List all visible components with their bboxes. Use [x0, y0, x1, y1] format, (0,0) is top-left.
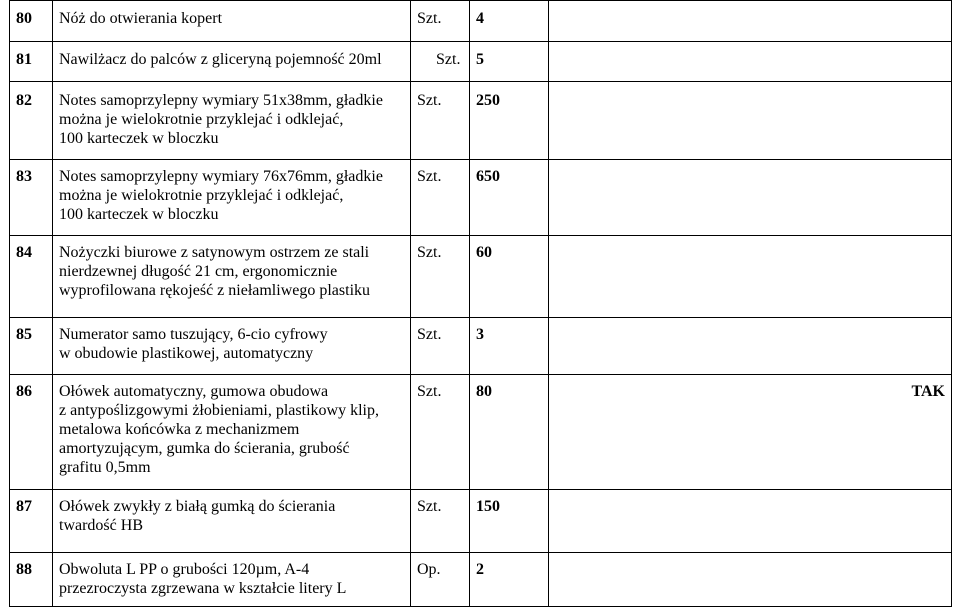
- table-row: [10, 375, 952, 490]
- item-number: 80: [10, 1, 53, 42]
- item-description: Notes samoprzylepny wymiary 76x76mm, gładkie można je wielokrotnie przyklejać i odklejać, 100 karteczek w bloczku: [53, 160, 411, 236]
- item-description: Nożyczki biurowe z satynowym ostrzem ze stali nierdzewnej długość 21 cm, ergonomicznie wyprofilowana rękojeść z niełamliwego plastiku: [53, 236, 411, 318]
- item-number: 81: [10, 42, 53, 82]
- item-quantity: 4: [470, 1, 549, 42]
- item-description: Obwoluta L PP o grubości 120µm, A-4 przezroczysta zgrzewana w kształcie litery L: [53, 553, 411, 607]
- table-row: [10, 318, 952, 375]
- item-quantity: 60: [470, 236, 549, 318]
- item-extra: TAK: [549, 375, 952, 490]
- item-description: Ołówek zwykły z białą gumką do ścierania twardość HB: [53, 490, 411, 553]
- item-unit: Op.: [411, 553, 470, 607]
- item-quantity: 80: [470, 375, 549, 490]
- item-number: 88: [10, 553, 53, 607]
- item-extra: [549, 318, 952, 375]
- item-quantity: 650: [470, 160, 549, 236]
- item-unit: Szt.: [411, 82, 470, 160]
- item-description: Notes samoprzylepny wymiary 51x38mm, gładkie można je wielokrotnie przyklejać i odklejać, 100 karteczek w bloczku: [53, 82, 411, 160]
- item-number: 87: [10, 490, 53, 553]
- item-unit: Szt.: [411, 318, 470, 375]
- table-row: [10, 42, 952, 82]
- item-number: 83: [10, 160, 53, 236]
- item-quantity: 5: [470, 42, 549, 82]
- item-extra: [549, 42, 952, 82]
- item-description: Numerator samo tuszujący, 6-cio cyfrowy w obudowie plastikowej, automatyczny: [53, 318, 411, 375]
- table-row: [10, 82, 952, 160]
- item-description: Nawilżacz do palców z gliceryną pojemność 20ml: [53, 42, 411, 82]
- item-unit: Szt.: [411, 236, 470, 318]
- product-table: [9, 0, 952, 607]
- item-extra: [549, 553, 952, 607]
- table-row: [10, 236, 952, 318]
- item-description: Ołówek automatyczny, gumowa obudowa z antypoślizgowymi żłobieniami, plastikowy klip, metalowa końcówka z mechanizmem amortyzującym, gumka do ścierania, grubość grafitu 0,5mm: [53, 375, 411, 490]
- item-quantity: 2: [470, 553, 549, 607]
- item-number: 82: [10, 82, 53, 160]
- table-row: [10, 553, 952, 607]
- item-unit: Szt.: [411, 490, 470, 553]
- item-unit: Szt.: [411, 1, 470, 42]
- item-extra: [549, 236, 952, 318]
- item-unit: Szt.: [411, 42, 470, 82]
- item-extra: [549, 160, 952, 236]
- item-description: Nóż do otwierania kopert: [53, 1, 411, 42]
- table-row: [10, 490, 952, 553]
- item-unit: Szt.: [411, 375, 470, 490]
- item-number: 86: [10, 375, 53, 490]
- item-extra: [549, 490, 952, 553]
- item-number: 85: [10, 318, 53, 375]
- table-row: [10, 160, 952, 236]
- table-row: [10, 1, 952, 42]
- item-extra: [549, 82, 952, 160]
- item-quantity: 150: [470, 490, 549, 553]
- item-number: 84: [10, 236, 53, 318]
- item-quantity: 3: [470, 318, 549, 375]
- item-unit: Szt.: [411, 160, 470, 236]
- item-quantity: 250: [470, 82, 549, 160]
- item-extra: [549, 1, 952, 42]
